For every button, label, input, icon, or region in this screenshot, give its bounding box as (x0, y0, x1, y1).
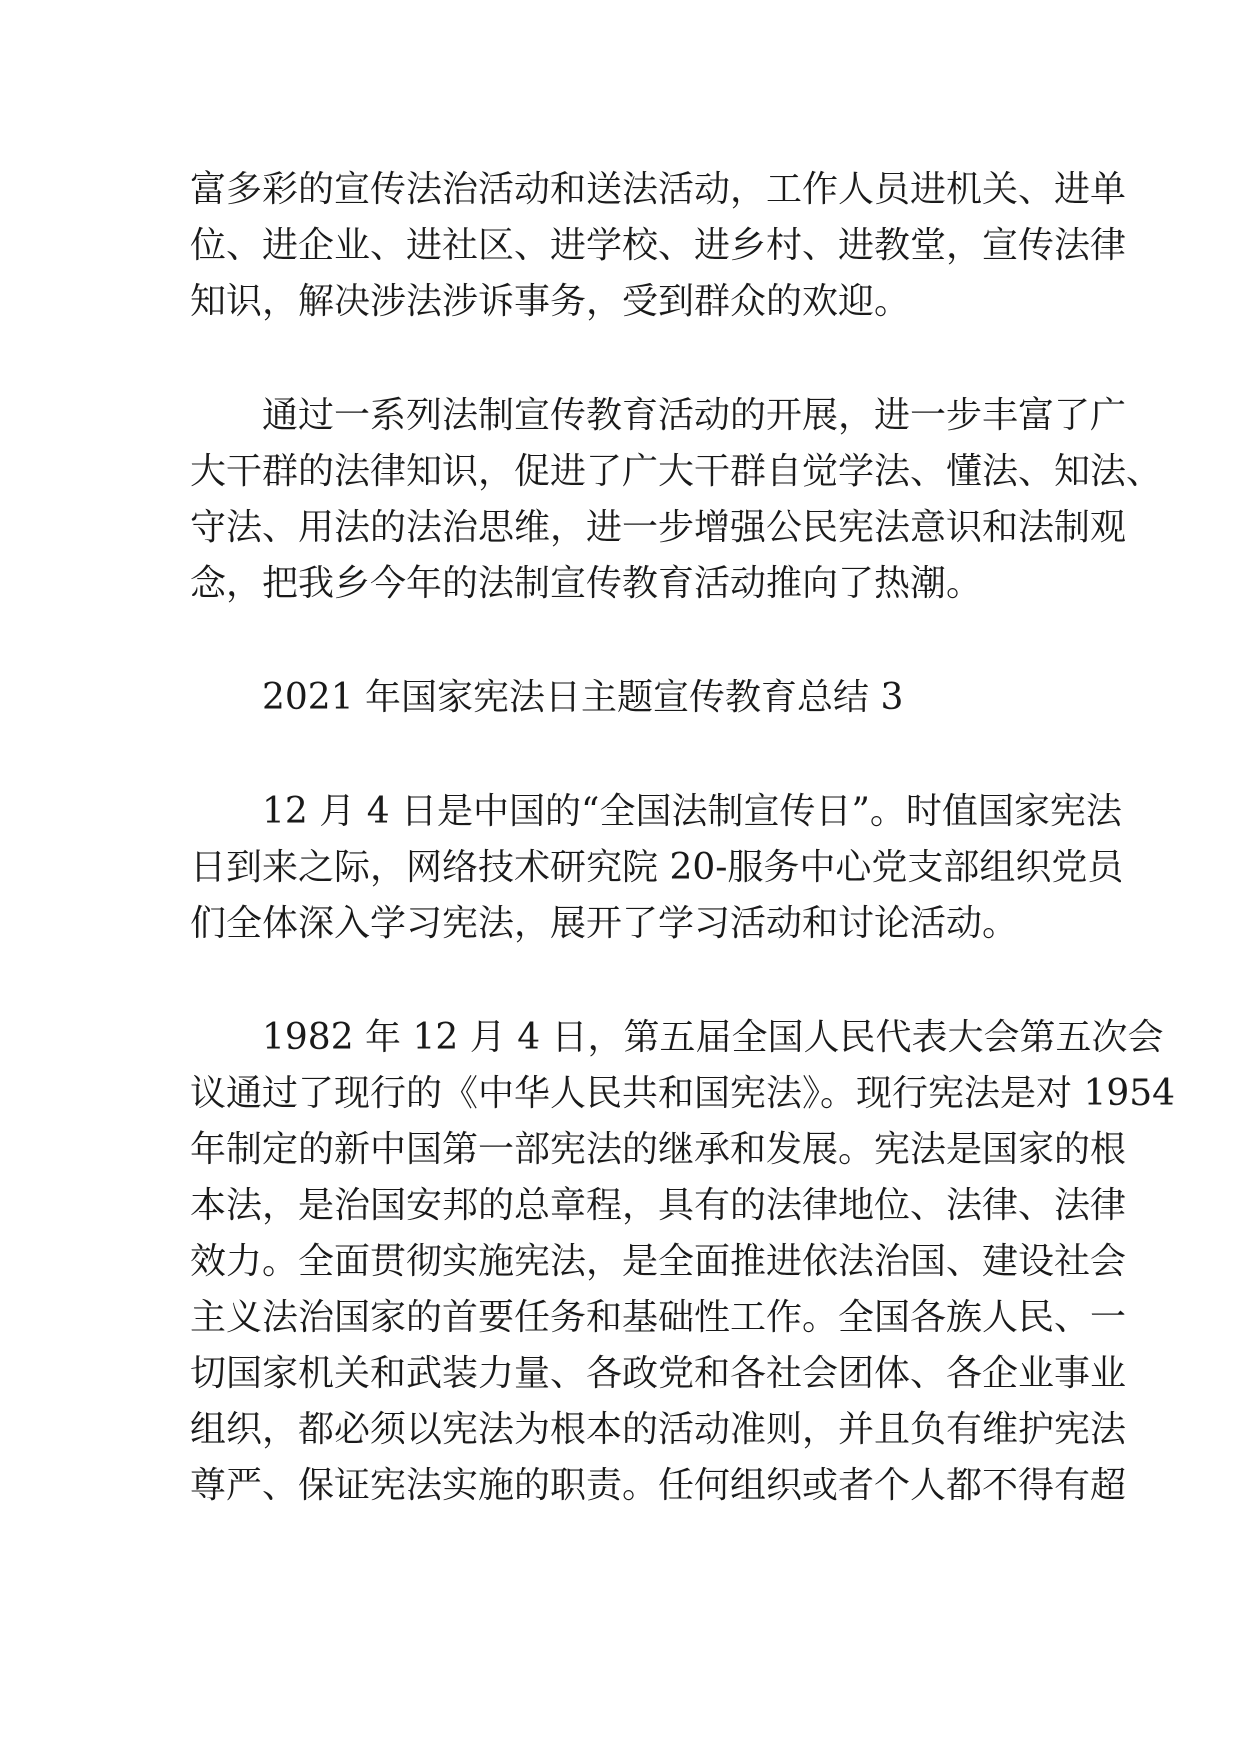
text-line: 富多彩的宣传法治活动和送法活动，工作人员进机关、进单 (190, 169, 1127, 210)
section-heading (190, 670, 1052, 726)
paragraph-4 (190, 784, 1124, 952)
text-line: 1982 年 12 月 4 日，第五届全国人民代表大会第五次会 (262, 1017, 1164, 1058)
text-line: 12 月 4 日是中国的“全国法制宣传日”。时值国家宪法 (262, 791, 1122, 832)
paragraph-1 (190, 162, 1127, 330)
document-body (190, 162, 1176, 1572)
heading-text: 2021 年国家宪法日主题宣传教育总结 3 (262, 677, 904, 718)
text-line: 尊严、保证宪法实施的职责。任何组织或者个人都不得有超 (190, 1465, 1127, 1506)
text-line: 切国家机关和武装力量、各政党和各社会团体、各企业事业 (190, 1353, 1127, 1394)
text-line: 守法、用法的法治思维，进一步增强公民宪法意识和法制观 (190, 507, 1127, 548)
text-line: 知识，解决涉法涉诉事务，受到群众的欢迎。 (190, 281, 911, 322)
text-line: 通过一系列法制宣传教育活动的开展，进一步丰富了广 (262, 395, 1127, 436)
text-line: 年制定的新中国第一部宪法的继承和发展。宪法是国家的根 (190, 1129, 1127, 1170)
text-line: 大干群的法律知识，促进了广大干群自觉学法、懂法、知法、 (190, 451, 1163, 492)
text-line: 效力。全面贯彻实施宪法，是全面推进依法治国、建设社会 (190, 1241, 1127, 1282)
text-line: 念，把我乡今年的法制宣传教育活动推向了热潮。 (190, 563, 983, 604)
text-line: 本法，是治国安邦的总章程，具有的法律地位、法律、法律 (190, 1185, 1127, 1226)
text-line: 们全体深入学习宪法，展开了学习活动和讨论活动。 (190, 903, 1019, 944)
paragraph-5 (190, 1010, 1176, 1514)
text-line: 组织，都必须以宪法为根本的活动准则，并且负有维护宪法 (190, 1409, 1127, 1450)
text-line: 议通过了现行的《中华人民共和国宪法》。现行宪法是对 1954 (190, 1073, 1176, 1114)
text-line: 日到来之际，网络技术研究院 20-服务中心党支部组织党员 (190, 847, 1124, 888)
paragraph-2 (190, 388, 1163, 612)
text-line: 主义法治国家的首要任务和基础性工作。全国各族人民、一 (190, 1297, 1127, 1338)
text-line: 位、进企业、进社区、进学校、进乡村、进教堂，宣传法律 (190, 225, 1127, 266)
